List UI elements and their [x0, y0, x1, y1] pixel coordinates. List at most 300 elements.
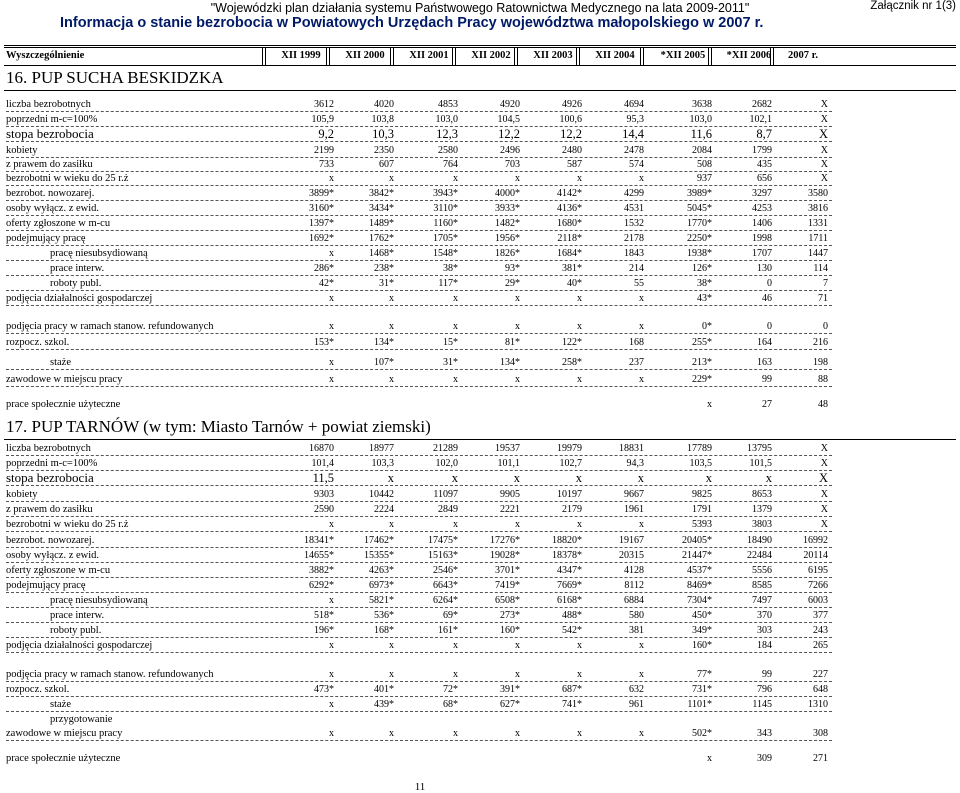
table-cell: 103,0	[435, 114, 458, 125]
table-cell: 101,4	[311, 458, 334, 469]
table-cell: 102,7	[559, 458, 582, 469]
table-cell: X	[820, 159, 828, 170]
table-cell: 1447	[808, 248, 828, 259]
table-cell: 8469*	[687, 580, 712, 591]
table-cell: 2199	[314, 145, 334, 156]
table-cell: 3899*	[309, 188, 334, 199]
table-cell: 237	[629, 357, 644, 368]
section-title-divider	[4, 439, 956, 440]
table-cell: 2250*	[687, 233, 712, 244]
row-label: liczba bezrobotnych	[6, 443, 91, 454]
table-cell: 2221	[500, 504, 520, 515]
table-cell: 213*	[692, 357, 712, 368]
table-row	[6, 202, 832, 216]
table-cell: 15163*	[428, 550, 458, 561]
table-cell: 587	[567, 159, 582, 170]
table-cell: x	[329, 728, 334, 739]
table-row	[6, 534, 832, 548]
header-separator	[329, 47, 330, 65]
table-cell: 3816	[808, 203, 828, 214]
table-cell: 1961	[624, 504, 644, 515]
table-cell: 580	[629, 610, 644, 621]
row-label: podjęcia działalności gospodarczej	[6, 293, 153, 304]
table-row	[6, 488, 832, 502]
table-cell: 1826*	[495, 248, 520, 259]
table-cell: 3989*	[687, 188, 712, 199]
header-separator	[452, 47, 453, 65]
table-cell: 4347*	[557, 565, 582, 576]
table-row	[6, 217, 832, 231]
row-label: podejmujący pracę	[6, 580, 86, 591]
table-cell: 1998	[752, 233, 772, 244]
table-cell: 542*	[562, 625, 582, 636]
table-cell: 105,9	[311, 114, 334, 125]
table-cell: 450*	[692, 610, 712, 621]
table-cell: x	[577, 293, 582, 304]
column-header-9: 2007 r.	[788, 50, 818, 61]
table-row	[6, 457, 832, 471]
table-cell: 1684*	[557, 248, 582, 259]
table-cell: x	[515, 374, 520, 385]
table-cell: 731*	[692, 684, 712, 695]
table-cell: x	[577, 640, 582, 651]
table-cell: 1379	[752, 504, 772, 515]
table-cell: x	[329, 699, 334, 710]
table-cell: 1145	[752, 699, 772, 710]
table-cell: 184	[757, 640, 772, 651]
table-row	[6, 727, 832, 741]
table-cell: x	[389, 728, 394, 739]
table-cell: 117*	[438, 278, 458, 289]
table-cell: 7419*	[495, 580, 520, 591]
table-cell: 5393	[692, 519, 712, 530]
table-cell: 265	[813, 640, 828, 651]
table-row	[6, 277, 832, 291]
table-row	[6, 232, 832, 246]
table-cell: 3297	[752, 188, 772, 199]
table-cell: 6003	[808, 595, 828, 606]
row-label: staże	[50, 699, 71, 710]
table-cell: 4920	[500, 99, 520, 110]
table-row	[6, 752, 832, 765]
table-cell: 3612	[314, 99, 334, 110]
table-cell: 7669*	[557, 580, 582, 591]
table-cell: 4000*	[495, 188, 520, 199]
table-cell: 2580	[438, 145, 458, 156]
table-cell: 2084	[692, 145, 712, 156]
table-cell: x	[639, 293, 644, 304]
table-cell: X	[820, 489, 828, 500]
table-cell: 258*	[562, 357, 582, 368]
header-divider-top	[4, 45, 956, 46]
table-cell: x	[389, 173, 394, 184]
table-cell: 5045*	[687, 203, 712, 214]
table-cell: 21447*	[682, 550, 712, 561]
section-title: 17. PUP TARNÓW (w tym: Miasto Tarnów + powiat ziemski)	[6, 417, 431, 436]
table-cell: 7304*	[687, 595, 712, 606]
table-cell: 10,3	[372, 127, 394, 141]
table-cell: 3110*	[433, 203, 458, 214]
table-cell: 3943*	[433, 188, 458, 199]
table-cell: 4299	[624, 188, 644, 199]
table-row	[6, 624, 832, 638]
table-cell: 627*	[500, 699, 520, 710]
row-label: oferty zgłoszone w m-cu	[6, 565, 111, 576]
table-cell: 1489*	[369, 218, 394, 229]
column-header-8: *XII 2006	[726, 50, 772, 61]
table-cell: 42*	[319, 278, 334, 289]
table-cell: 19167	[619, 535, 644, 546]
table-cell: 18490	[747, 535, 772, 546]
table-cell: 255*	[692, 337, 712, 348]
table-cell: 19537	[495, 443, 520, 454]
table-cell: 4142*	[557, 188, 582, 199]
table-cell: 102,0	[435, 458, 458, 469]
table-cell: 473*	[314, 684, 334, 695]
table-cell: x	[707, 399, 712, 410]
document-title: Informacja o stanie bezrobocia w Powiatowych Urzędach Pracy województwa małopolskiego w 2007 r.	[60, 15, 764, 31]
table-cell: 574	[629, 159, 644, 170]
table-cell: 46	[762, 293, 772, 304]
row-label: poprzedni m-c=100%	[6, 458, 98, 469]
table-cell: x	[577, 519, 582, 530]
row-label: prace interw.	[50, 610, 105, 621]
table-cell: 1770*	[687, 218, 712, 229]
table-cell: 81*	[505, 337, 520, 348]
table-cell: 961	[629, 699, 644, 710]
column-header-1: XII 1999	[281, 50, 321, 61]
table-cell: 2590	[314, 504, 334, 515]
table-cell: 43*	[697, 293, 712, 304]
table-cell: 308	[813, 728, 828, 739]
table-cell: 488*	[562, 610, 582, 621]
table-cell: 7497	[752, 595, 772, 606]
table-cell: x	[515, 321, 520, 332]
table-cell: 38*	[697, 278, 712, 289]
table-cell: 10197	[557, 489, 582, 500]
table-cell: 126*	[692, 263, 712, 274]
header-separator	[393, 47, 394, 65]
table-cell: 18977	[369, 443, 394, 454]
table-cell: 216	[813, 337, 828, 348]
row-label: staże	[50, 357, 71, 368]
row-label: liczba bezrobotnych	[6, 99, 91, 110]
table-row	[6, 698, 832, 712]
row-label: przygotowanie	[50, 714, 113, 725]
table-row	[6, 442, 832, 456]
table-cell: 343	[757, 728, 772, 739]
table-cell: x	[453, 374, 458, 385]
table-cell: x	[515, 669, 520, 680]
table-cell: 88	[818, 374, 828, 385]
row-label: rozpocz. szkol.	[6, 684, 70, 695]
table-cell: x	[639, 374, 644, 385]
table-cell: x	[639, 173, 644, 184]
table-row	[6, 262, 832, 276]
table-cell: 607	[379, 159, 394, 170]
table-cell: 3638	[692, 99, 712, 110]
table-cell: 99	[762, 669, 772, 680]
page-number: 11	[414, 781, 426, 793]
table-cell: 518*	[314, 610, 334, 621]
table-cell: 2849	[438, 504, 458, 515]
table-cell: X	[820, 145, 828, 156]
table-cell: x	[515, 519, 520, 530]
table-row	[6, 187, 832, 201]
table-row	[6, 518, 832, 532]
table-cell: x	[639, 321, 644, 332]
table-cell: 309	[757, 753, 772, 764]
table-cell: 4531	[624, 203, 644, 214]
row-label: bezrobotni w wieku do 25 r.ż	[6, 173, 129, 184]
table-cell: 439*	[374, 699, 394, 710]
row-label: prace społecznie użyteczne	[6, 753, 121, 764]
table-cell: 0	[823, 321, 828, 332]
table-cell: 703	[505, 159, 520, 170]
table-cell: X	[820, 443, 828, 454]
table-cell: 381	[629, 625, 644, 636]
table-cell: x	[515, 728, 520, 739]
column-header-2: XII 2000	[345, 50, 385, 61]
table-cell: 1711	[808, 233, 828, 244]
table-cell: x	[577, 321, 582, 332]
table-cell: x	[639, 669, 644, 680]
table-cell: 6973*	[369, 580, 394, 591]
table-cell: x	[453, 293, 458, 304]
table-cell: 77*	[697, 669, 712, 680]
table-cell: 1843	[624, 248, 644, 259]
row-label: kobiety	[6, 489, 38, 500]
table-cell: 3434*	[369, 203, 394, 214]
table-cell: 11,5	[312, 471, 334, 485]
table-cell: 508	[697, 159, 712, 170]
column-header-3: XII 2001	[409, 50, 449, 61]
table-cell: 1956*	[495, 233, 520, 244]
row-label: roboty publ.	[50, 278, 102, 289]
table-row	[6, 579, 832, 593]
table-cell: 164	[757, 337, 772, 348]
table-cell: x	[389, 519, 394, 530]
table-cell: x	[453, 321, 458, 332]
table-cell: 1938*	[687, 248, 712, 259]
table-cell: 101,5	[749, 458, 772, 469]
table-cell: x	[389, 321, 394, 332]
table-cell: 1160*	[433, 218, 458, 229]
table-cell: 40*	[567, 278, 582, 289]
table-row	[6, 320, 832, 334]
table-cell: x	[453, 728, 458, 739]
table-cell: 3933*	[495, 203, 520, 214]
table-cell: x	[329, 669, 334, 680]
table-cell: 22484	[747, 550, 772, 561]
table-cell: X	[820, 173, 828, 184]
table-cell: 3842*	[369, 188, 394, 199]
table-cell: 435	[757, 159, 772, 170]
table-cell: 796	[757, 684, 772, 695]
table-cell: 100,6	[559, 114, 582, 125]
table-cell: x	[329, 595, 334, 606]
table-row	[6, 128, 832, 142]
table-cell: x	[329, 321, 334, 332]
table-cell: 6168*	[557, 595, 582, 606]
table-cell: 163	[757, 357, 772, 368]
table-cell: 1397*	[309, 218, 334, 229]
table-cell: X	[820, 99, 828, 110]
table-cell: 17276*	[490, 535, 520, 546]
header-divider-bottom	[4, 65, 956, 66]
table-cell: x	[453, 519, 458, 530]
table-cell: 153*	[314, 337, 334, 348]
table-cell: x	[765, 471, 772, 485]
table-cell: x	[329, 248, 334, 259]
header-separator	[455, 47, 456, 65]
table-cell: x	[515, 293, 520, 304]
table-cell: 71	[818, 293, 828, 304]
annex-label: Załącznik nr 1(3)	[870, 0, 956, 12]
table-cell: 1101*	[687, 699, 712, 710]
table-cell: 31*	[379, 278, 394, 289]
table-cell: 1468*	[369, 248, 394, 259]
table-cell: X	[818, 127, 828, 141]
table-row	[6, 713, 832, 726]
table-cell: 29*	[505, 278, 520, 289]
table-cell: 370	[757, 610, 772, 621]
table-cell: X	[820, 504, 828, 515]
table-cell: 303	[757, 625, 772, 636]
header-separator	[576, 47, 577, 65]
row-label: podjęcia działalności gospodarczej	[6, 640, 153, 651]
table-cell: 1310	[808, 699, 828, 710]
table-cell: 0	[767, 278, 772, 289]
table-cell: x	[329, 173, 334, 184]
table-cell: 18341*	[304, 535, 334, 546]
header-divider-top-2	[4, 47, 956, 48]
table-cell: 19979	[557, 443, 582, 454]
table-cell: x	[329, 293, 334, 304]
table-cell: 2350	[374, 145, 394, 156]
table-cell: 4253	[752, 203, 772, 214]
table-row	[6, 98, 832, 112]
table-cell: 6292*	[309, 580, 334, 591]
table-cell: 7266	[808, 580, 828, 591]
column-header-6: XII 2004	[595, 50, 635, 61]
header-separator	[708, 47, 709, 65]
table-row	[6, 668, 832, 682]
table-cell: x	[639, 728, 644, 739]
row-label: poprzedni m-c=100%	[6, 114, 98, 125]
table-cell: 12,3	[436, 127, 458, 141]
table-cell: 1799	[752, 145, 772, 156]
table-cell: 2224	[374, 504, 394, 515]
row-label: bezrobot. nowozarej.	[6, 535, 95, 546]
table-cell: x	[577, 728, 582, 739]
table-cell: x	[453, 173, 458, 184]
table-cell: 16870	[309, 443, 334, 454]
table-row	[6, 356, 832, 370]
header-separator	[326, 47, 327, 65]
table-cell: 168	[629, 337, 644, 348]
column-header-4: XII 2002	[471, 50, 511, 61]
table-cell: 103,8	[371, 114, 394, 125]
header-separator	[390, 47, 391, 65]
table-cell: 15355*	[364, 550, 394, 561]
row-label: osoby wyłącz. z ewid.	[6, 550, 100, 561]
table-cell: 16992	[803, 535, 828, 546]
table-cell: 15*	[443, 337, 458, 348]
table-cell: X	[820, 458, 828, 469]
table-cell: x	[639, 519, 644, 530]
table-cell: 401*	[374, 684, 394, 695]
row-label: roboty publ.	[50, 625, 102, 636]
row-label: rozpocz. szkol.	[6, 337, 70, 348]
table-cell: 0	[767, 321, 772, 332]
table-cell: x	[389, 293, 394, 304]
table-cell: 72*	[443, 684, 458, 695]
table-row	[6, 609, 832, 623]
header-separator	[773, 47, 774, 65]
header-separator	[517, 47, 518, 65]
row-label: z prawem do zasiłku	[6, 504, 93, 515]
table-cell: 5821*	[369, 595, 394, 606]
table-row	[6, 398, 832, 411]
table-cell: 27	[762, 399, 772, 410]
document-header-line1: "Wojewódzki plan działania systemu Państwowego Ratownictwa Medycznego na lata 2009-2011"	[210, 1, 750, 15]
table-cell: X	[820, 519, 828, 530]
table-cell: 2546*	[433, 565, 458, 576]
table-cell: x	[577, 374, 582, 385]
table-cell: 1791	[692, 504, 712, 515]
table-cell: 130	[757, 263, 772, 274]
table-cell: 741*	[562, 699, 582, 710]
table-cell: x	[389, 669, 394, 680]
header-separator	[265, 47, 266, 65]
table-cell: 18378*	[552, 550, 582, 561]
table-cell: x	[453, 640, 458, 651]
table-cell: 114	[813, 263, 828, 274]
table-cell: 160*	[692, 640, 712, 651]
table-cell: 10442	[369, 489, 394, 500]
table-cell: x	[515, 640, 520, 651]
table-cell: 12,2	[498, 127, 520, 141]
row-label: bezrobot. nowozarej.	[6, 188, 95, 199]
table-cell: 93*	[505, 263, 520, 274]
table-cell: 9,2	[318, 127, 334, 141]
table-cell: 9667	[624, 489, 644, 500]
table-cell: 20405*	[682, 535, 712, 546]
table-cell: x	[639, 640, 644, 651]
table-cell: 273*	[500, 610, 520, 621]
table-row	[6, 472, 832, 486]
table-row	[6, 373, 832, 387]
table-cell: 11,6	[690, 127, 712, 141]
table-cell: 19028*	[490, 550, 520, 561]
table-cell: 134*	[374, 337, 394, 348]
table-cell: 2118*	[557, 233, 582, 244]
section-title-divider	[4, 90, 956, 91]
table-cell: 21289	[433, 443, 458, 454]
table-cell: x	[329, 519, 334, 530]
table-cell: x	[389, 374, 394, 385]
table-cell: 9303	[314, 489, 334, 500]
table-cell: 1692*	[309, 233, 334, 244]
table-cell: 3580	[808, 188, 828, 199]
table-cell: 6195	[808, 565, 828, 576]
table-cell: 3882*	[309, 565, 334, 576]
table-cell: 1482*	[495, 218, 520, 229]
table-cell: 95,3	[626, 114, 644, 125]
header-separator	[579, 47, 580, 65]
table-cell: 648	[813, 684, 828, 695]
